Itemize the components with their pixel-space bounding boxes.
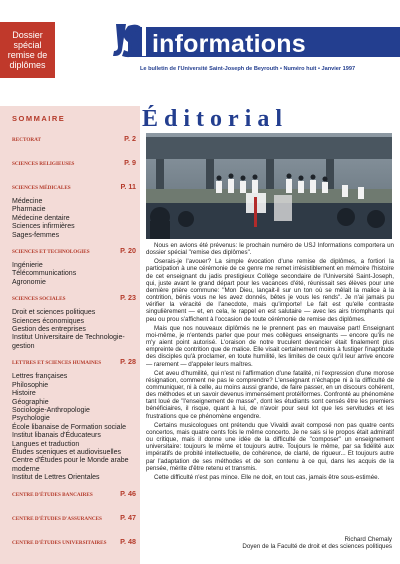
masthead <box>0 0 400 94</box>
article-paragraph: Oserais-je l'avouer? La simple évocation d'une remise de diplômes, a fortiori la participation à une cérémonie de ce genre me remet irrésistiblement en mémoire l'histoire de cet enseignant du jadis prestigieux Collège secondaire de l'Université Saint-Joseph, qui, juste avant le grand départ pour les vacances d'été, réunissait ses élèves pour une dernière prière commune: "Mon Dieu, lançait-il sur un ton où se mêlait la malice à la contrition, bénis vous ne les avez donnés, bêtes je vous les rends". Je n'ai jamais pu vérifier la véracité de l'anecdote, mais qu'importe! Le fait est qu'elle contraste singulièrement — et, en cela, le rappel en est salutaire — avec les airs triomphants qui peu ou prou s'affichent à l'occasion de toute cérémonie de remise des diplômes. <box>146 258 394 323</box>
toc-section-page: P. 28 <box>120 357 136 367</box>
toc-section-name: SCIENCES ET TECHNOLOGIES <box>12 249 90 256</box>
toc-sub-item[interactable]: Études sceniques et audiovisuelles <box>12 448 121 456</box>
toc-sub-item[interactable]: Gestion des entreprises <box>12 326 86 334</box>
toc-sub-item[interactable]: Médecine dentaire <box>12 214 70 222</box>
toc-section[interactable] <box>12 246 136 257</box>
toc-sub-item[interactable]: Médecine <box>12 198 43 205</box>
toc-sub-list <box>12 262 136 287</box>
toc-section[interactable] <box>12 513 136 524</box>
article-paragraph: Cette difficulté n'est pas mince. Elle ne doit, en tout cas, jamais être sous-estimée. <box>154 473 380 481</box>
dossier-line: diplômes <box>9 60 46 70</box>
toc-sub-item[interactable]: Pharmacie <box>12 206 46 214</box>
sommaire-title: SOMMAIRE <box>12 114 66 123</box>
graduation-ceremony-photo <box>146 133 392 239</box>
toc-sub-item[interactable]: Institut libanais d'Éducateurs <box>12 432 101 440</box>
toc-sub-item[interactable]: Agronomie <box>12 278 46 286</box>
article-paragraph: Mais que nos nouveaux diplômés ne le prennent pas en mauvaise part! Enseignant moi-même, je n'entends parler que pour mes collègues enseignants — encore qu'ils ne m'y aient point autorisé. L'oraison de notre truculent devancier était finalement plus empreinte de contrition que de malice. Elle visait certainement moins à fustiger l'inaptitude des disciples qu'à proclamer, en toute humilité, les limites de ceux qu'il leur arrive encore — rarement — d'appeler leurs maîtres. <box>146 324 394 368</box>
toc-section[interactable] <box>12 357 136 368</box>
toc-sub-item[interactable]: Sciences infirmières <box>12 223 75 231</box>
toc-section-name: SCIENCES SOCIALES <box>12 296 66 303</box>
toc-sub-item[interactable]: Lettres françaises <box>12 373 68 381</box>
toc-section-name: SCIENCES RELIGIEUSES <box>12 161 75 167</box>
toc-section[interactable] <box>12 537 136 548</box>
toc-section-page: P. 46 <box>120 488 136 498</box>
article-paragraph: Cet aveu d'humilité, qui n'est ni l'affirmation d'une fatalité, ni l'expression d'une morose résignation, comment ne pas le comprendre? L'enseignant n'échappe ni à la difficulté de communiquer, ni à celle, au moins aussi grande, de faire passer, en un discours cohérent, des méthodes et un savoir devenus immensément protéiformes. Confronté au phénomène tant loué de "l'enseignement de masse", dont les étudiants sont censés être les premiers bénéficiaires, il risque, quant à lui, de n'avoir pour seul lot que les servitudes et les frustrations que ce phénomène engendre. <box>146 369 394 420</box>
toc-sub-item[interactable]: Centre d'Études pour le Monde arabe moderne <box>12 457 129 473</box>
toc-sub-item[interactable]: Télécommunications <box>12 270 77 278</box>
toc-sub-item[interactable]: Langues et traduction <box>12 440 80 448</box>
toc-sub-item[interactable]: Géographie <box>12 398 49 406</box>
toc-section-name: CENTRE D'ÉTUDES UNIVERSITAIRES <box>12 539 107 546</box>
editorial-article <box>146 242 394 483</box>
ceremony-illustration <box>146 133 392 239</box>
toc-section[interactable] <box>12 489 136 500</box>
toc-section[interactable] <box>12 182 136 193</box>
toc-section-page: P. 47 <box>120 512 136 522</box>
toc-section-page: P. 2 <box>124 134 136 143</box>
toc-sub-item[interactable]: Philosophie <box>12 381 49 389</box>
toc-sub-item[interactable]: École libanaise de Formation sociale <box>12 423 127 431</box>
toc-section[interactable] <box>12 134 136 145</box>
toc-section[interactable] <box>12 293 136 304</box>
toc-sub-item[interactable]: Psychologie <box>12 415 50 423</box>
editorial-heading: Éditorial <box>142 106 289 132</box>
toc-sub-list <box>12 309 136 351</box>
toc-sub-item[interactable]: Institut de Lettres Orientales <box>12 474 100 482</box>
dossier-line: remise de <box>7 50 48 60</box>
dossier-special-badge <box>0 22 55 78</box>
toc-section-page: P. 9 <box>124 158 136 167</box>
toc-sub-list <box>12 198 136 240</box>
toc-sub-item[interactable]: Institut Universitaire de Technologie-gestion <box>12 334 125 350</box>
signature <box>242 536 392 551</box>
signature-role: Doyen de la Faculté de droit et des sciences politiques <box>242 543 392 551</box>
toc-sub-item[interactable]: Ingénierie <box>12 262 43 270</box>
toc-section[interactable] <box>12 158 136 169</box>
toc-sub-item[interactable]: Histoire <box>12 390 36 398</box>
toc-section-page: P. 20 <box>120 246 136 256</box>
article-paragraph: Nous en avions été prévenus: le prochain numéro de USJ Informations comportera un dossier spécial "remise des diplômes". <box>146 242 394 257</box>
toc-sub-item[interactable]: Droit et sciences politiques <box>12 309 96 317</box>
toc-section-name: SCIENCES MÉDICALES <box>12 185 71 191</box>
toc-section-page: P. 23 <box>120 293 136 303</box>
toc-section-name: RECTORAT <box>12 137 41 143</box>
toc-section-name: CENTRE D'ÉTUDES D'ASSURANCES <box>12 515 102 522</box>
toc-sub-item[interactable]: Sciences économiques <box>12 317 84 325</box>
masthead-title: informations <box>152 30 306 58</box>
signature-name: Richard Chemaly <box>344 536 392 543</box>
usj-logo-icon <box>112 20 148 60</box>
toc-section-page: P. 11 <box>120 182 136 191</box>
toc-sub-item[interactable]: Sociologie-Anthropologie <box>12 406 90 414</box>
toc-sub-list <box>12 373 136 482</box>
toc-section-name: CENTRE D'ÉTUDES BANCAIRES <box>12 491 93 498</box>
dossier-line: Dossier spécial <box>12 30 43 50</box>
article-paragraph: Certains musicologues ont prétendu que Vivaldi avait composé non pas quatre cents concertos, mais quatre cents fois le même concerto. Je ne sais si le propos était admiratif ou critique, mais il donne une idée de la difficulté de "composer" un enseignement universitaire: toujours le même et toujours autre. Toujours le même, par sa fidélité aux impératifs de probité intellectuelle, de cohérence, de clarté, de rigueur... Et toujours autre par l'adaptation de ses méthodes et de son contenu à ce qui, dans les acquis de la pensée, mérite d'être retenu et transmis. <box>146 421 394 472</box>
toc-section-name: LETTRES ET SCIENCES HUMAINES <box>12 360 102 367</box>
table-of-contents <box>12 134 136 561</box>
masthead-tagline: Le bulletin de l'Université Saint-Joseph de Beyrouth • Numéro huit • Janvier 1997 <box>140 66 356 72</box>
toc-section-page: P. 48 <box>120 536 136 546</box>
toc-sub-item[interactable]: Sages-femmes <box>12 231 60 239</box>
